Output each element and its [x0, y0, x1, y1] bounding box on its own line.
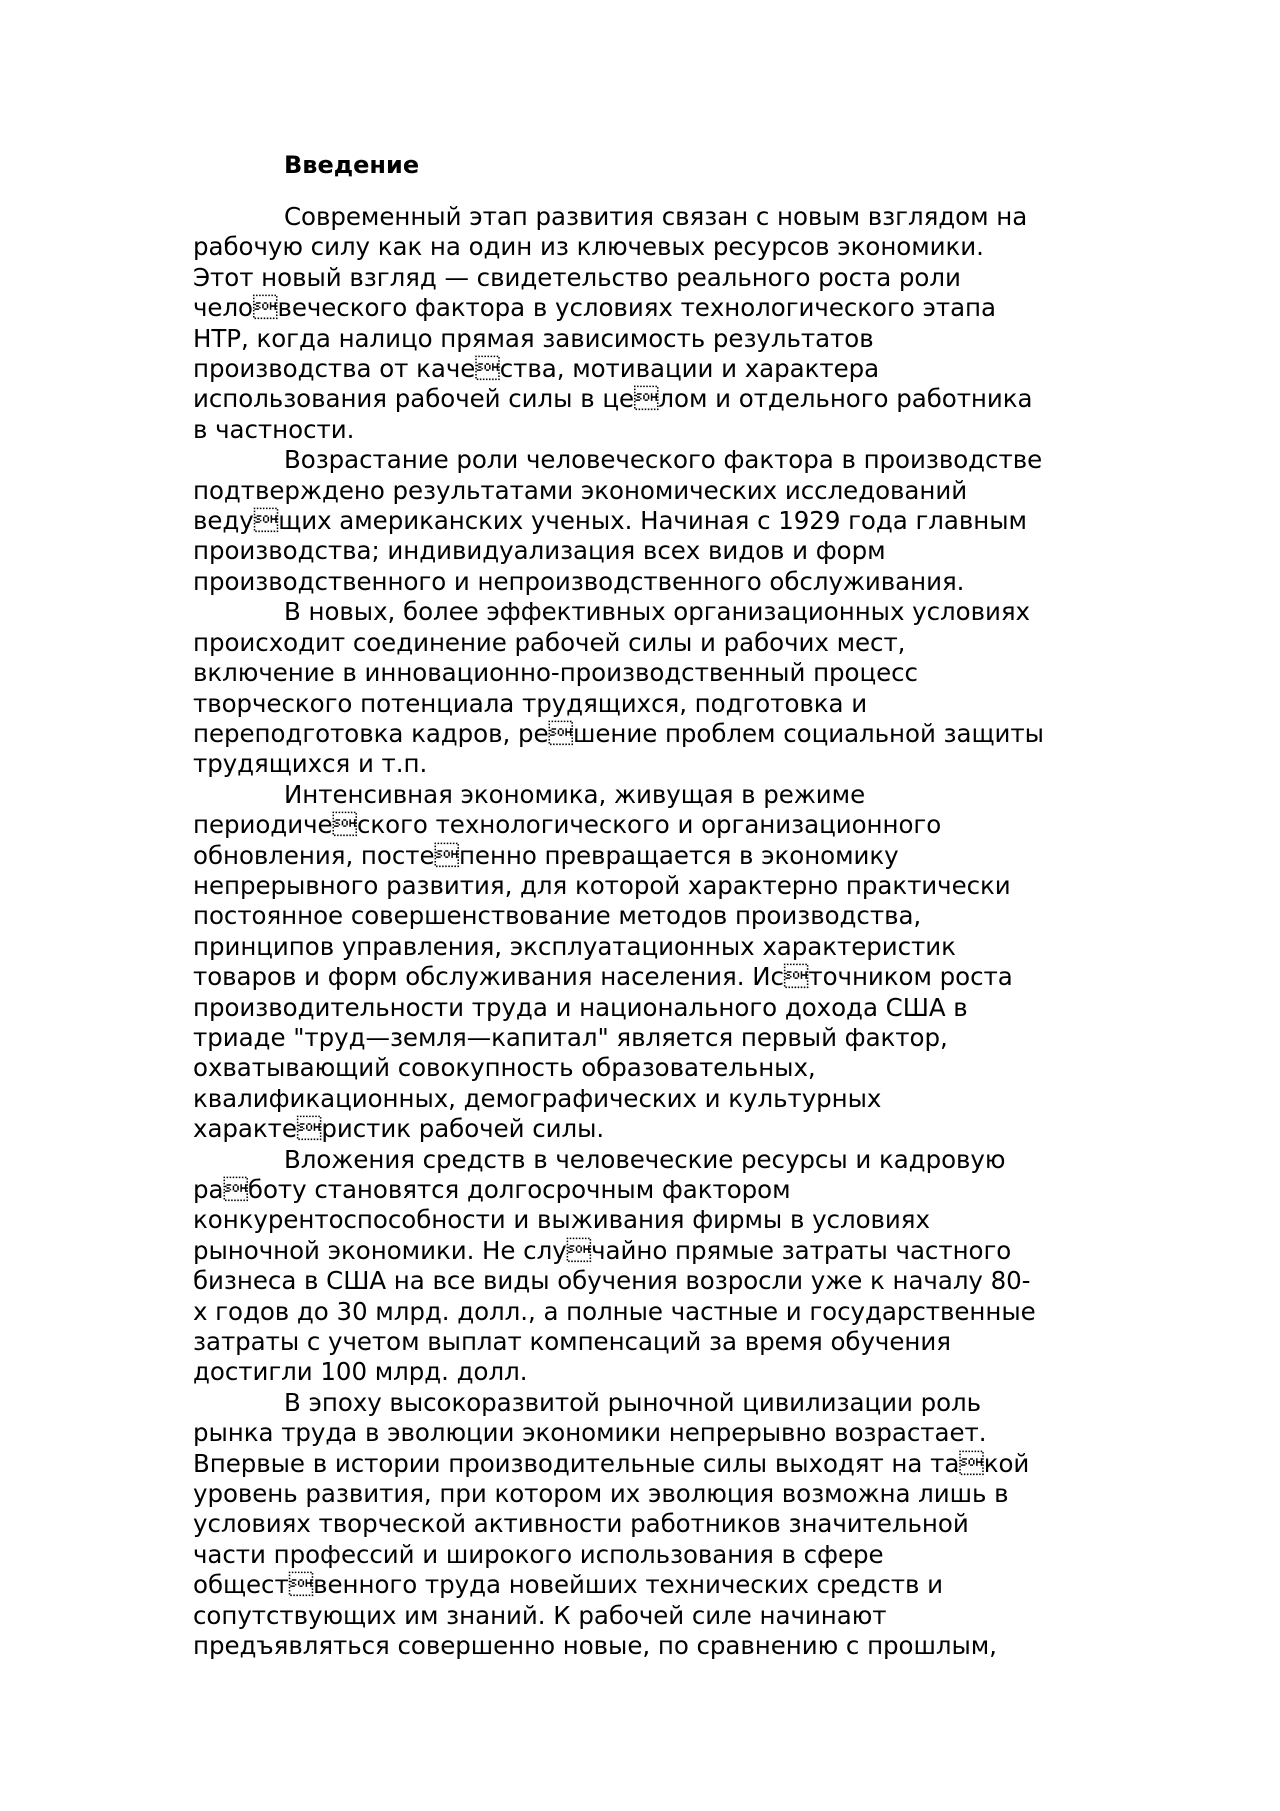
text-line: происходит соединение рабочей силы и рабочих мест, [193, 627, 906, 657]
text-line: Вложения средств в человеческие ресурсы и кадровую [284, 1144, 1006, 1174]
paragraph-2 [193, 445, 1093, 597]
text-line: рынка труда в эволюции экономики непрерывно возрастает. [193, 1418, 987, 1448]
text-line: производительности труда и национального дохода США в [193, 992, 968, 1022]
text-line: охватывающий совокупность образовательных, [193, 1053, 816, 1083]
text-line: постоянное совершенствование методов производства, [193, 901, 922, 931]
text-line: ведущих американских ученых. Начиная с 1929 года главным [193, 506, 1027, 536]
text-line: Интенсивная экономика, живущая в режиме [284, 779, 866, 809]
text-line: Возрастание роли человеческого фактора в производстве [284, 445, 1043, 475]
text-line: переподготовка кадров, решение проблем социальной защиты [193, 718, 1044, 748]
text-line: характеристик рабочей силы. [193, 1114, 605, 1144]
text-line: уровень развития, при котором их эволюция возможна лишь в [193, 1479, 1009, 1509]
text-line: рабочую силу как на один из ключевых ресурсов экономики. [193, 232, 984, 262]
text-line: общественного труда новейших технических средств и [193, 1570, 944, 1600]
text-line: использования рабочей силы в целом и отдельного работника [193, 384, 1033, 414]
text-line: сопутствующих им знаний. К рабочей силе начинают [193, 1600, 887, 1630]
text-line: Впервые в истории производительные силы выходят на такой [193, 1448, 1030, 1478]
paragraph-3 [193, 597, 1093, 779]
text-line: принципов управления, эксплуатационных характеристик [193, 931, 956, 961]
text-line: обновления, постепенно превращается в экономику [193, 840, 899, 870]
text-line: конкурентоспособности и выживания фирмы в условиях [193, 1205, 930, 1235]
text-line: Этот новый взгляд — свидетельство реального роста роли [193, 262, 961, 292]
text-line: х годов до 30 млрд. долл., а полные частные и государственные [193, 1296, 1036, 1326]
text-line: товаров и форм обслуживания населения. Источником роста [193, 962, 1013, 992]
text-line: производственного и непроизводственного обслуживания. [193, 566, 965, 596]
text-line: рыночной экономики. Не случайно прямые затраты частного [193, 1235, 1012, 1265]
paragraph-1 [193, 202, 1093, 445]
text-line: творческого потенциала трудящихся, подготовка и [193, 688, 868, 718]
paragraph-5 [193, 1145, 1093, 1388]
text-line: триаде "труд—земля—капитал" является первый фактор, [193, 1022, 948, 1052]
text-line: работу становятся долгосрочным фактором [193, 1175, 791, 1204]
document-heading: Введение [284, 151, 420, 179]
text-line: НТР, когда налицо прямая зависимость результатов [193, 323, 874, 353]
text-line: производства от качества, мотивации и характера [193, 354, 880, 384]
paragraph-6 [193, 1388, 1093, 1662]
text-line: Современный этап развития связан с новым взглядом на [284, 202, 1028, 231]
text-line: затраты с учетом выплат компенсаций за время обучения [193, 1327, 951, 1357]
text-line: В эпоху высокоразвитой рыночной цивилизации роль [284, 1387, 982, 1417]
text-line: включение в инновационно-производственный процесс [193, 658, 918, 688]
text-line: в частности. [193, 414, 355, 444]
text-line: квалификационных, демографических и культурных [193, 1083, 882, 1113]
text-line: человеческого фактора в условиях технологического этапа [193, 293, 996, 323]
text-line: производства; индивидуализация всех видов и форм [193, 536, 886, 566]
text-line: предъявляться совершенно новые, по сравнению с прошлым, [193, 1631, 997, 1661]
text-line: бизнеса в США на все виды обучения возросли уже к началу 80- [193, 1266, 1031, 1296]
text-line: условиях творческой активности работников значительной [193, 1509, 969, 1539]
text-line: части профессий и широкого использования в сфере [193, 1539, 884, 1569]
text-line: трудящихся и т.п. [193, 749, 428, 779]
text-line: подтверждено результатами экономических исследований [193, 475, 968, 505]
paragraph-4 [193, 780, 1093, 1145]
text-line: периодического технологического и организационного [193, 810, 942, 840]
text-line: непрерывного развития, для которой характерно практически [193, 870, 1011, 900]
document-page [193, 150, 1093, 1662]
text-line: достигли 100 млрд. долл. [193, 1357, 528, 1387]
text-line: В новых, более эффективных организационных условиях [284, 597, 1030, 627]
